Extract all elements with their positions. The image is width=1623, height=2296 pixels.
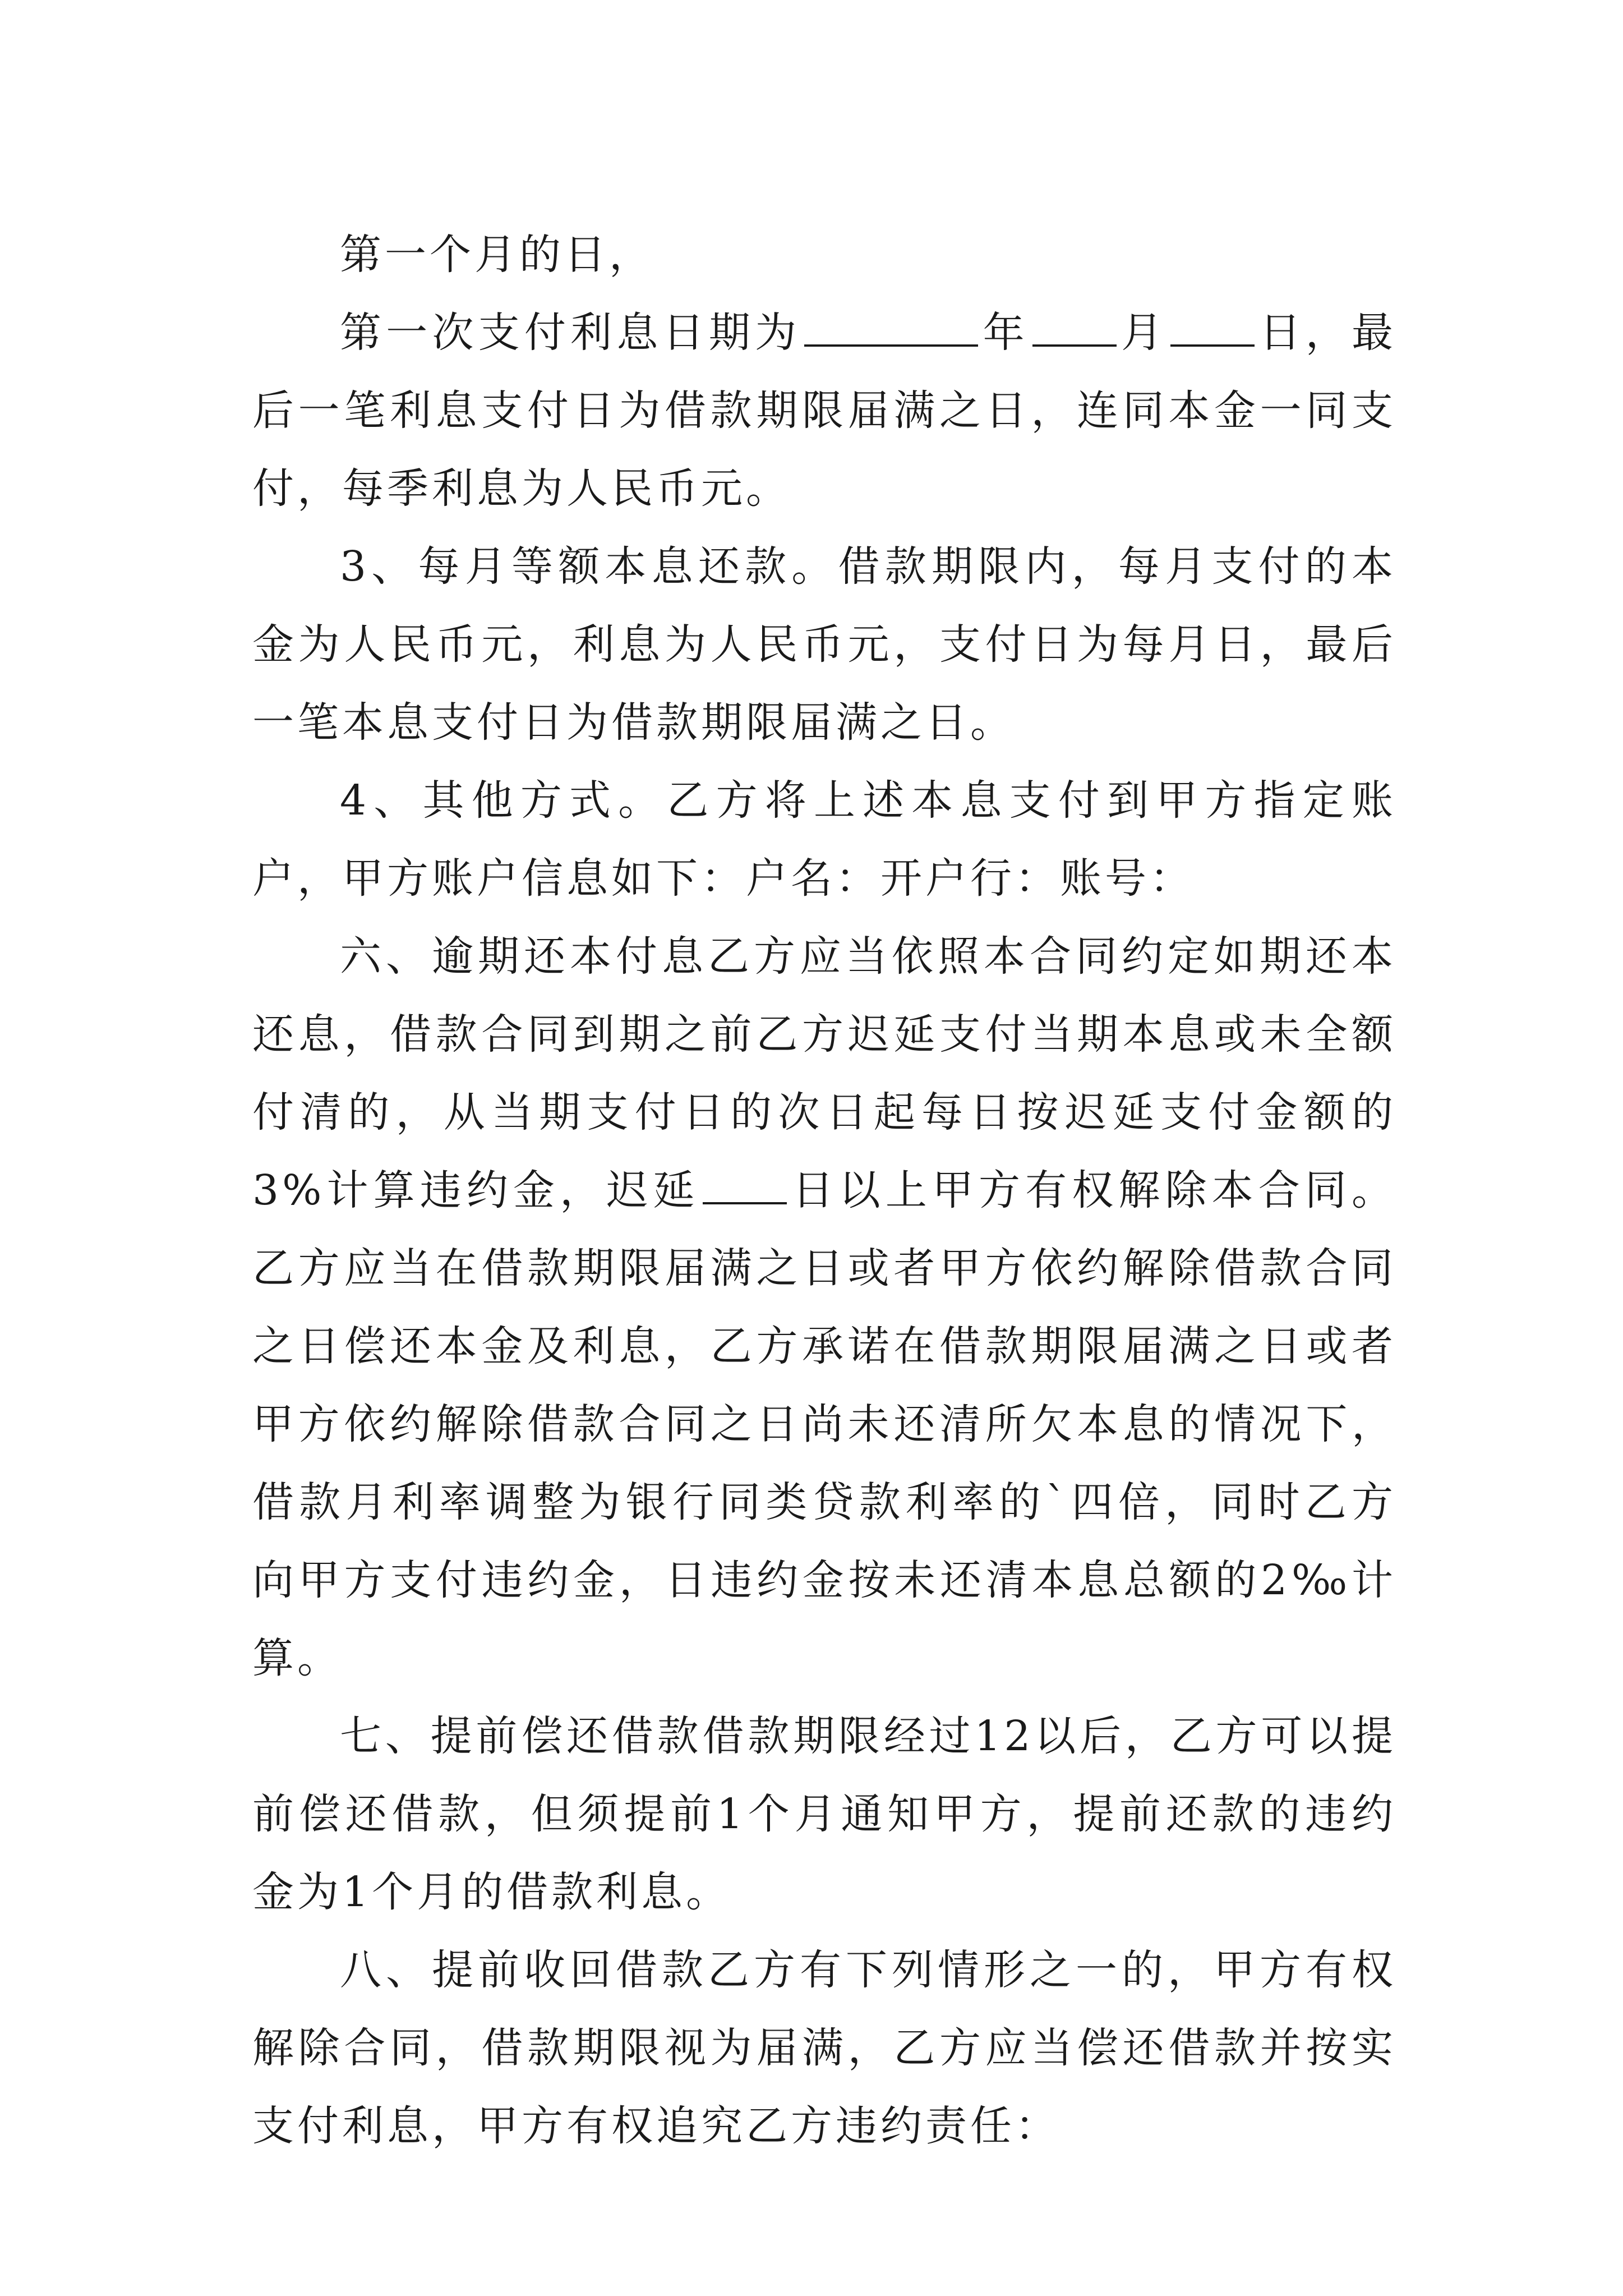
paragraph-text: 六、逾期还本付息乙方应当依照本合同约定如期还本还息，借款合同到期之前乙方迟延支付当期本息或未全额付清的，从当期支付日的次日起每日按迟延支付金额的3%计算违约金，迟延 bbox=[252, 932, 1396, 1214]
paragraph-text: 第一个月的日， bbox=[340, 231, 654, 279]
paragraph-other-methods bbox=[252, 762, 1396, 918]
paragraph-first-month-day bbox=[252, 216, 1396, 294]
paragraph-text: 第一次支付利息日期为 bbox=[340, 309, 801, 357]
paragraph-text: 日，最后一笔利息支付日为借款期限届满之日，连同本金一同支付，每季利息为人民币元。 bbox=[252, 309, 1397, 513]
paragraph-text: 七、提前偿还借款借款期限经过12以后，乙方可以提前偿还借款，但须提前1个月通知甲方，提前还款的违约金为1个月的借款利息。 bbox=[252, 1712, 1396, 1916]
paragraph-interest-payment-date bbox=[252, 294, 1396, 528]
month-label: 月 bbox=[1119, 309, 1168, 357]
paragraph-early-repayment bbox=[252, 1697, 1396, 1931]
month-blank bbox=[1032, 310, 1117, 347]
paragraph-text: 4、其他方式。乙方将上述本息支付到甲方指定账户，甲方账户信息如下：户名：开户行：账号： bbox=[252, 776, 1396, 903]
paragraph-text: 3、每月等额本息还款。借款期限内，每月支付的本金为人民币元，利息为人民币元，支付日为每月日，最后一笔本息支付日为借款期限届满之日。 bbox=[252, 542, 1396, 747]
paragraph-text: 八、提前收回借款乙方有下列情形之一的，甲方有权解除合同，借款期限视为届满，乙方应当偿还借款并按实支付利息，甲方有权追究乙方违约责任： bbox=[252, 1946, 1396, 2150]
days-blank bbox=[703, 1167, 787, 1204]
year-label: 年 bbox=[981, 309, 1029, 357]
day-blank bbox=[1170, 310, 1255, 347]
year-blank bbox=[804, 310, 978, 347]
paragraph-early-recall bbox=[252, 1931, 1396, 2165]
paragraph-overdue-repayment bbox=[252, 918, 1396, 1697]
paragraph-equal-installment bbox=[252, 528, 1396, 762]
document-body bbox=[252, 216, 1396, 2165]
paragraph-text: 日以上甲方有权解除本合同。乙方应当在借款期限届满之日或者甲方依约解除借款合同之日偿还本金及利息，乙方承诺在借款期限届满之日或者甲方依约解除借款合同之日尚未还清所欠本息的情况下，借款月利率调整为银行同类贷款利率的`四倍，同时乙方向甲方支付违约金，日违约金按未还清本息总额的2‰计算。 bbox=[252, 1166, 1396, 1682]
